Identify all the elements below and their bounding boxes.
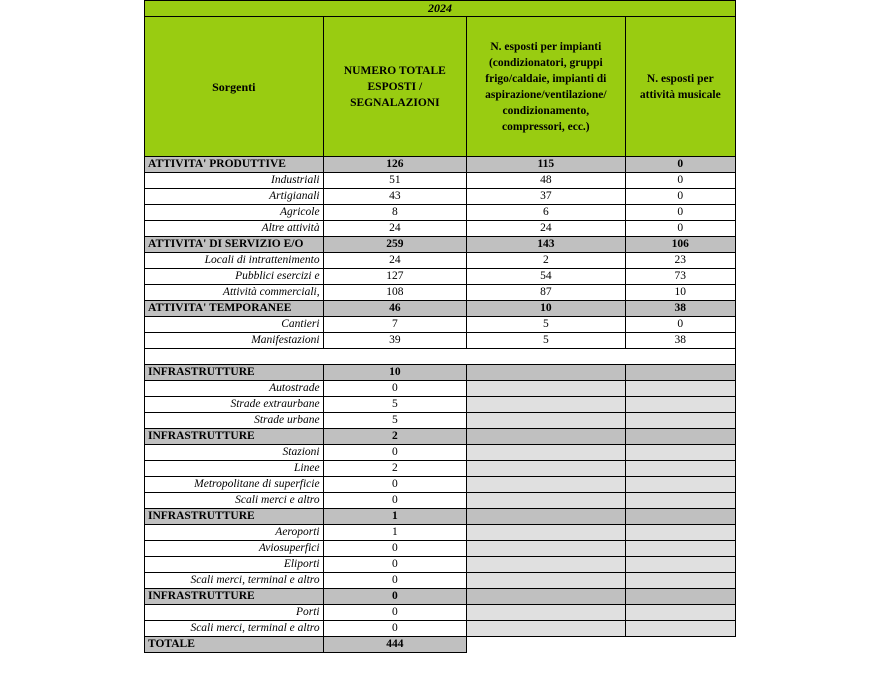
row-impianti: 5	[467, 317, 626, 333]
blank-cell	[467, 637, 626, 653]
row-musicale: 0	[625, 173, 735, 189]
row-impianti: 37	[467, 189, 626, 205]
table-row	[145, 189, 736, 205]
empty-cell	[625, 477, 735, 493]
category-label: INFRASTRUTTURE	[145, 365, 324, 381]
infrastructure-category-row	[145, 365, 736, 381]
row-label: Scali merci e altro	[145, 493, 324, 509]
row-impianti: 87	[467, 285, 626, 301]
empty-cell	[467, 429, 626, 445]
row-impianti: 48	[467, 173, 626, 189]
table-row	[145, 621, 736, 637]
row-label: Metropolitane di superficie	[145, 477, 324, 493]
row-total: 0	[323, 445, 466, 461]
table-row	[145, 461, 736, 477]
total-value: 444	[323, 637, 466, 653]
table-row	[145, 269, 736, 285]
empty-cell	[467, 397, 626, 413]
infrastructure-category-row	[145, 509, 736, 525]
table-row	[145, 173, 736, 189]
empty-cell	[467, 365, 626, 381]
row-label: Strade extraurbane	[145, 397, 324, 413]
row-total: 24	[323, 221, 466, 237]
table-row	[145, 381, 736, 397]
empty-cell	[467, 413, 626, 429]
category-total: 2	[323, 429, 466, 445]
category-row	[145, 157, 736, 173]
category-musicale: 106	[625, 237, 735, 253]
row-label: Manifestazioni	[145, 333, 324, 349]
row-label: Cantieri	[145, 317, 324, 333]
empty-cell	[625, 605, 735, 621]
category-musicale: 38	[625, 301, 735, 317]
category-row	[145, 237, 736, 253]
empty-cell	[625, 573, 735, 589]
header-musicale: N. esposti per attività musicale	[625, 17, 735, 157]
row-label: Porti	[145, 605, 324, 621]
row-total: 39	[323, 333, 466, 349]
row-label: Locali di intrattenimento	[145, 253, 324, 269]
row-total: 24	[323, 253, 466, 269]
empty-cell	[625, 429, 735, 445]
row-total: 0	[323, 605, 466, 621]
row-musicale: 0	[625, 189, 735, 205]
category-musicale: 0	[625, 157, 735, 173]
empty-cell	[467, 477, 626, 493]
row-impianti: 24	[467, 221, 626, 237]
row-impianti: 5	[467, 333, 626, 349]
table-row	[145, 333, 736, 349]
row-impianti: 2	[467, 253, 626, 269]
total-label: TOTALE	[145, 637, 324, 653]
table-row	[145, 445, 736, 461]
empty-cell	[467, 589, 626, 605]
category-label: ATTIVITA' PRODUTTIVE	[145, 157, 324, 173]
row-musicale: 0	[625, 221, 735, 237]
row-label: Scali merci, terminal e altro	[145, 573, 324, 589]
spreadsheet	[144, 0, 736, 653]
empty-cell	[467, 381, 626, 397]
empty-cell	[467, 493, 626, 509]
row-musicale: 10	[625, 285, 735, 301]
row-musicale: 0	[625, 317, 735, 333]
category-impianti: 10	[467, 301, 626, 317]
table-row	[145, 413, 736, 429]
empty-cell	[625, 525, 735, 541]
empty-cell	[625, 365, 735, 381]
row-total: 0	[323, 381, 466, 397]
table-row	[145, 573, 736, 589]
empty-cell	[467, 605, 626, 621]
row-total: 0	[323, 541, 466, 557]
infrastructure-category-row	[145, 429, 736, 445]
header-totale: NUMERO TOTALE ESPOSTI / SEGNALAZIONI	[323, 17, 466, 157]
table-row	[145, 557, 736, 573]
category-total: 10	[323, 365, 466, 381]
row-label: Aviosuperfici	[145, 541, 324, 557]
category-total: 126	[323, 157, 466, 173]
year-header: 2024	[145, 1, 736, 17]
row-total: 0	[323, 621, 466, 637]
row-musicale: 0	[625, 205, 735, 221]
infrastructure-category-row	[145, 589, 736, 605]
row-total: 7	[323, 317, 466, 333]
empty-cell	[625, 413, 735, 429]
table-row	[145, 493, 736, 509]
empty-cell	[625, 493, 735, 509]
empty-cell	[467, 509, 626, 525]
empty-cell	[625, 541, 735, 557]
table-row	[145, 221, 736, 237]
empty-cell	[625, 381, 735, 397]
row-total: 2	[323, 461, 466, 477]
esposti-table	[144, 0, 736, 653]
empty-cell	[625, 589, 735, 605]
row-musicale: 73	[625, 269, 735, 285]
category-total: 0	[323, 589, 466, 605]
row-total: 108	[323, 285, 466, 301]
row-label: Stazioni	[145, 445, 324, 461]
category-label: INFRASTRUTTURE	[145, 589, 324, 605]
header-sorgenti: Sorgenti	[145, 17, 324, 157]
empty-cell	[467, 461, 626, 477]
category-impianti: 115	[467, 157, 626, 173]
row-total: 0	[323, 477, 466, 493]
category-row	[145, 301, 736, 317]
empty-cell	[625, 621, 735, 637]
row-label: Eliporti	[145, 557, 324, 573]
row-label: Industriali	[145, 173, 324, 189]
empty-cell	[625, 397, 735, 413]
row-label: Strade urbane	[145, 413, 324, 429]
row-total: 51	[323, 173, 466, 189]
empty-cell	[625, 557, 735, 573]
row-musicale: 23	[625, 253, 735, 269]
table-row	[145, 525, 736, 541]
empty-cell	[625, 445, 735, 461]
header-impianti: N. esposti per impianti (condizionatori, gruppi frigo/caldaie, impianti di aspirazione/ventilazione/ condizionamento, compressori, ecc.)	[467, 17, 626, 157]
category-impianti: 143	[467, 237, 626, 253]
row-label: Pubblici esercizi e	[145, 269, 324, 285]
row-total: 5	[323, 413, 466, 429]
category-total: 1	[323, 509, 466, 525]
row-label: Linee	[145, 461, 324, 477]
table-row	[145, 605, 736, 621]
row-label: Scali merci, terminal e altro	[145, 621, 324, 637]
row-total: 0	[323, 557, 466, 573]
category-label: ATTIVITA' DI SERVIZIO E/O	[145, 237, 324, 253]
empty-cell	[625, 509, 735, 525]
row-total: 8	[323, 205, 466, 221]
spacer-cell	[145, 349, 736, 365]
row-total: 0	[323, 573, 466, 589]
row-label: Aeroporti	[145, 525, 324, 541]
table-row	[145, 317, 736, 333]
row-total: 43	[323, 189, 466, 205]
empty-cell	[467, 445, 626, 461]
row-total: 1	[323, 525, 466, 541]
row-musicale: 38	[625, 333, 735, 349]
row-total: 127	[323, 269, 466, 285]
row-impianti: 6	[467, 205, 626, 221]
blank-cell	[625, 637, 735, 653]
total-row	[145, 637, 736, 653]
category-total: 259	[323, 237, 466, 253]
empty-cell	[467, 525, 626, 541]
category-label: ATTIVITA' TEMPORANEE	[145, 301, 324, 317]
table-row	[145, 541, 736, 557]
table-row	[145, 397, 736, 413]
spacer-row	[145, 349, 736, 365]
row-label: Attività commerciali,	[145, 285, 324, 301]
row-label: Altre attività	[145, 221, 324, 237]
row-total: 5	[323, 397, 466, 413]
category-total: 46	[323, 301, 466, 317]
row-label: Agricole	[145, 205, 324, 221]
table-row	[145, 477, 736, 493]
empty-cell	[467, 557, 626, 573]
row-total: 0	[323, 493, 466, 509]
category-label: INFRASTRUTTURE	[145, 509, 324, 525]
category-label: INFRASTRUTTURE	[145, 429, 324, 445]
row-label: Autostrade	[145, 381, 324, 397]
row-label: Artigianali	[145, 189, 324, 205]
empty-cell	[467, 621, 626, 637]
row-impianti: 54	[467, 269, 626, 285]
table-row	[145, 253, 736, 269]
empty-cell	[467, 541, 626, 557]
empty-cell	[625, 461, 735, 477]
table-row	[145, 205, 736, 221]
empty-cell	[467, 573, 626, 589]
table-row	[145, 285, 736, 301]
